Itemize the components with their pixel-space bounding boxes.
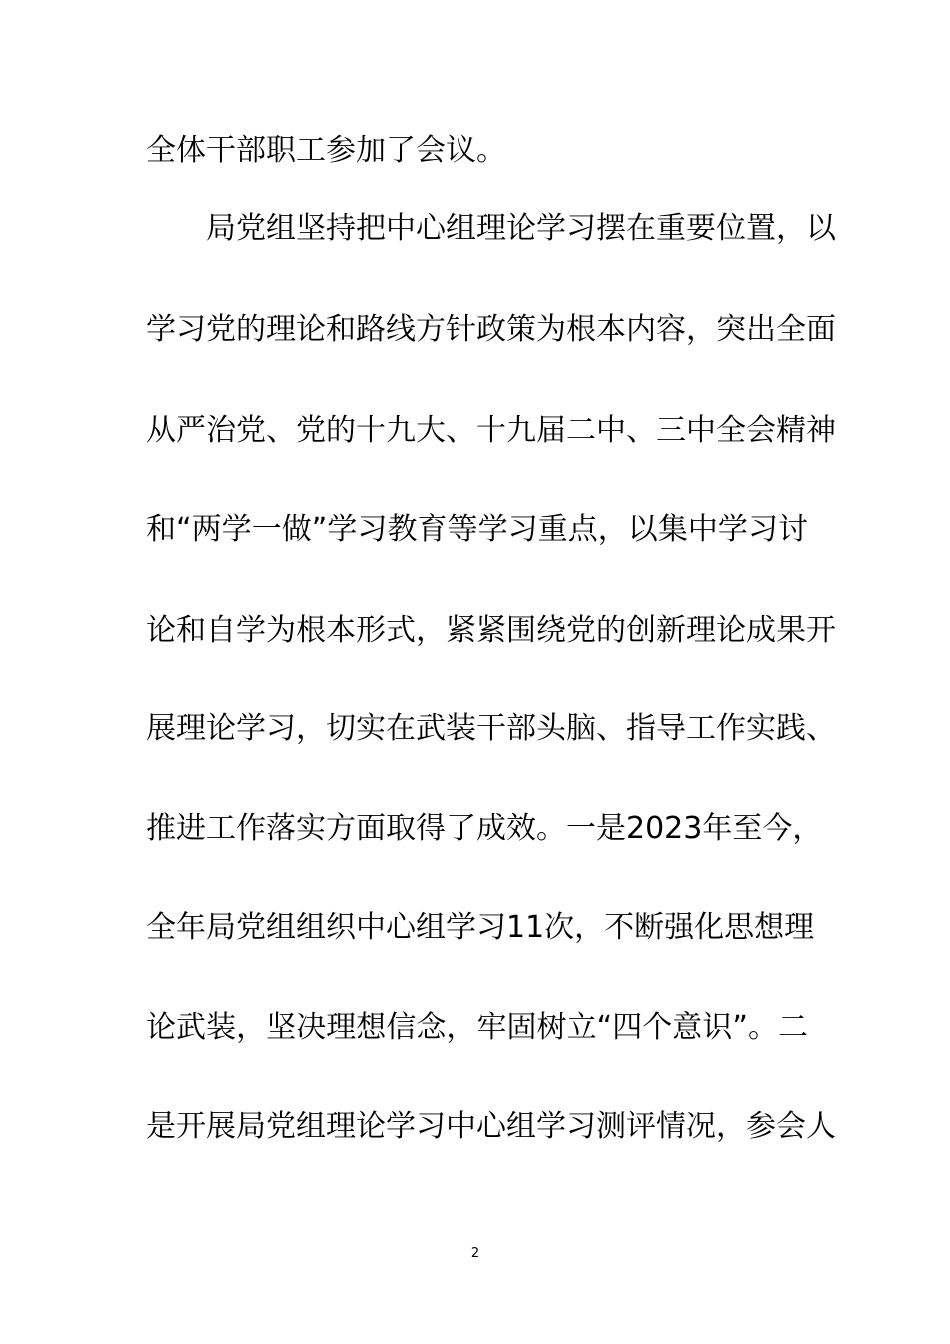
paragraph-line: 学习党的理论和路线方针政策为根本内容，突出全面: [146, 312, 836, 347]
paragraph-line: 从严治党、党的十九大、十九届二中、三中全会精神: [146, 413, 836, 448]
paragraph-line: 推进工作落实方面取得了成效。一是2023年至今，: [146, 811, 823, 846]
paragraph-line: 是开展局党组理论学习中心组学习测评情况，参会人: [146, 1109, 836, 1144]
page-number: 2: [470, 1246, 480, 1261]
paragraph-line: 论武装，坚决理想信念，牢固树立“四个意识”。二: [146, 1010, 808, 1045]
paragraph-line: 论和自学为根本形式，紧紧围绕党的创新理论成果开: [146, 613, 836, 648]
paragraph-line: 展理论学习，切实在武装干部头脑、指导工作实践、: [146, 711, 836, 746]
paragraph-line: 全体干部职工参加了会议。: [146, 133, 506, 168]
paragraph-line: 和“两学一做”学习教育等学习重点，以集中学习讨: [146, 512, 808, 547]
paragraph-line: 全年局党组组织中心组学习11次，不断强化思想理: [146, 910, 815, 945]
paragraph-line: 局党组坚持把中心组理论学习摆在重要位置，以: [206, 211, 836, 246]
